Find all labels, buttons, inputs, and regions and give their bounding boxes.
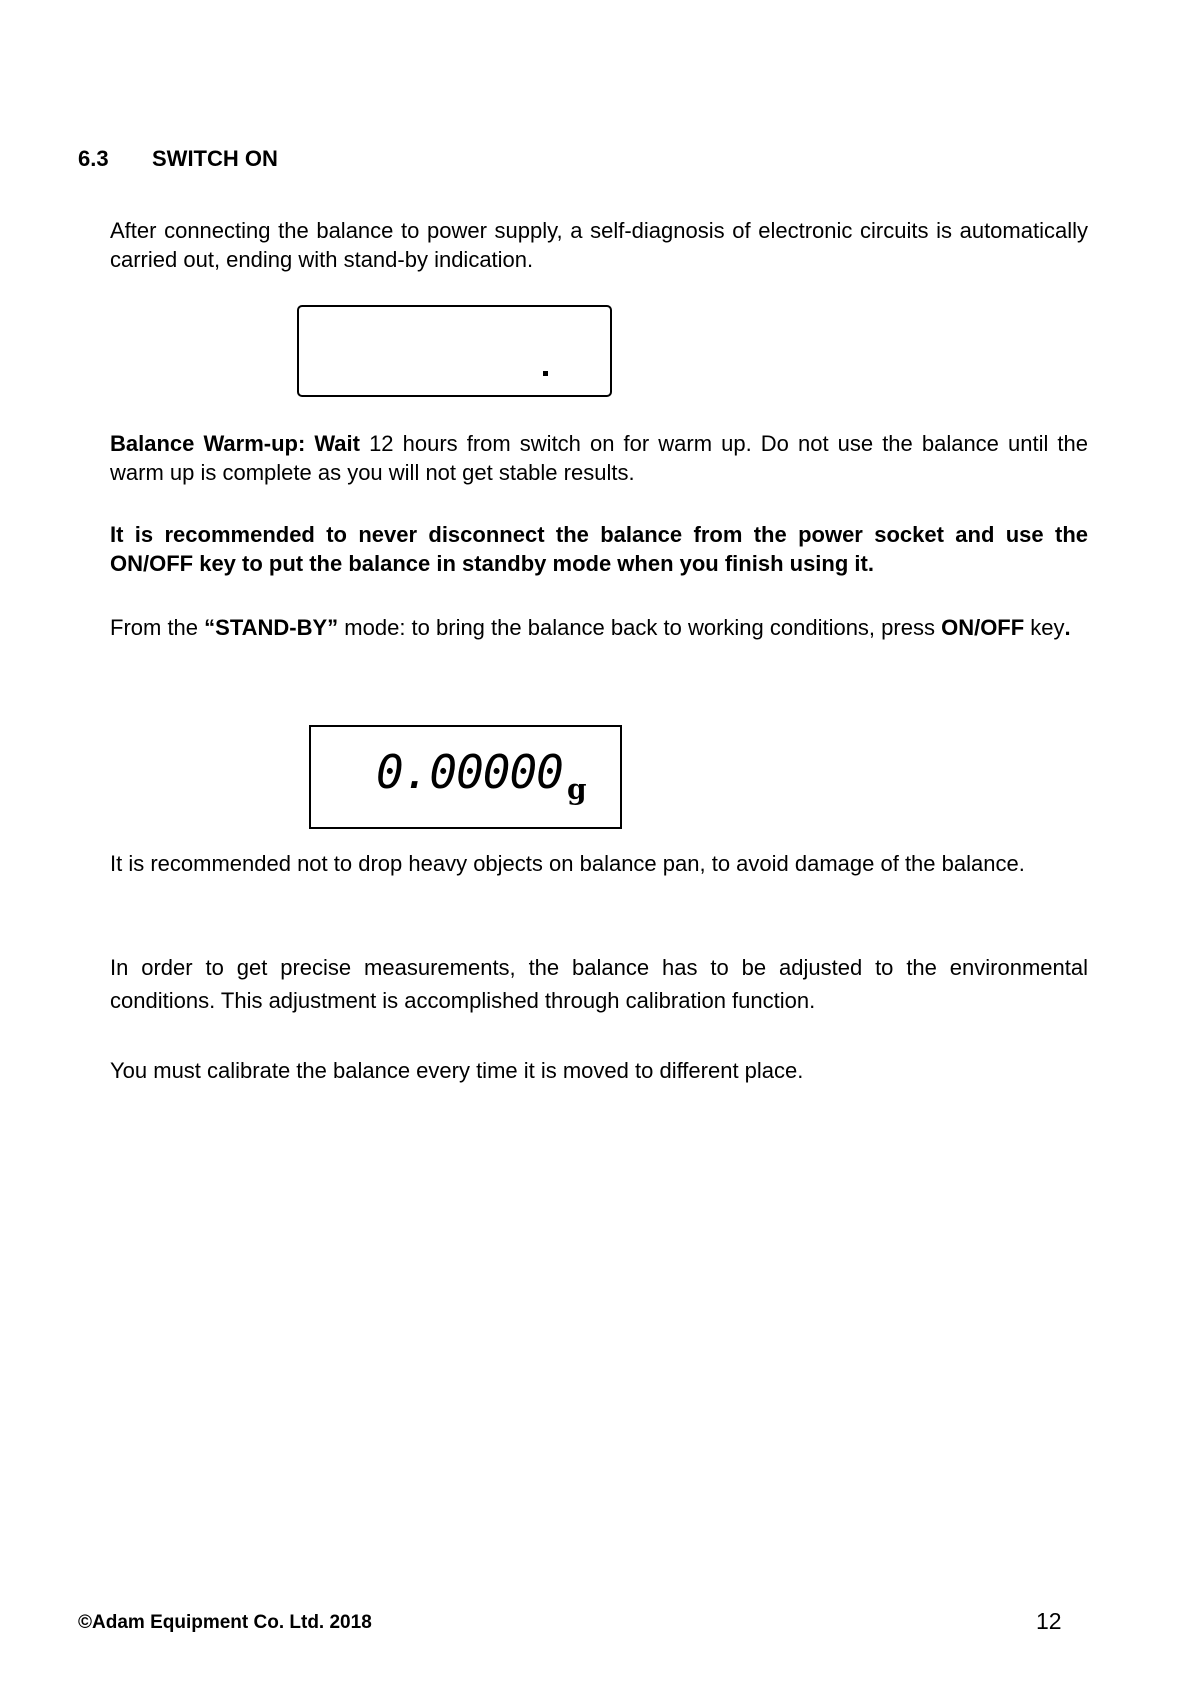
calibrate-paragraph: You must calibrate the balance every time it is moved to different place. — [110, 1058, 804, 1083]
standby-period: . — [1064, 615, 1071, 640]
standby-mode-label: “STAND-BY” — [204, 615, 339, 640]
intro-paragraph: After connecting the balance to power supply, a self-diagnosis of electronic circuits is automatically carried out, ending with stand-by indication. — [110, 218, 1088, 272]
standby-display — [297, 305, 612, 397]
page-number: 12 — [1036, 1608, 1062, 1634]
display-unit: g — [567, 773, 587, 806]
precise-paragraph: In order to get precise measurements, the balance has to be adjusted to the environmental conditions. This adjustment is accomplished through calibration function. — [110, 955, 1088, 1013]
standby-paragraph — [110, 613, 1088, 642]
section-title: SWITCH ON — [152, 146, 278, 171]
warmup-paragraph — [110, 429, 1088, 487]
warmup-label: Balance Warm-up: Wait — [110, 431, 360, 456]
recommendation-paragraph: It is recommended to never disconnect the balance from the power socket and use the ON/OFF key to put the balance in standby mode when you finish using it. — [110, 522, 1088, 576]
display-reading: 0.00000 — [376, 745, 563, 799]
standby-decimal-point — [543, 371, 548, 376]
standby-text-mid: mode: to bring the balance back to working conditions, press — [338, 615, 942, 640]
working-display — [309, 725, 622, 829]
footer-copyright: ©Adam Equipment Co. Ltd. 2018 — [78, 1612, 372, 1633]
drop-warning-paragraph: It is recommended not to drop heavy objects on balance pan, to avoid damage of the balance. — [110, 851, 1025, 876]
section-number: 6.3 — [78, 146, 109, 171]
standby-text-pre: From the — [110, 615, 205, 640]
onoff-key-label: ON/OFF — [941, 615, 1025, 640]
section-heading — [78, 146, 278, 172]
standby-text-post: key — [1024, 615, 1065, 640]
warmup-text: 12 hours from switch on for warm up. Do not use the balance until the warm up is complete as you will not get stable results. — [110, 431, 1089, 485]
